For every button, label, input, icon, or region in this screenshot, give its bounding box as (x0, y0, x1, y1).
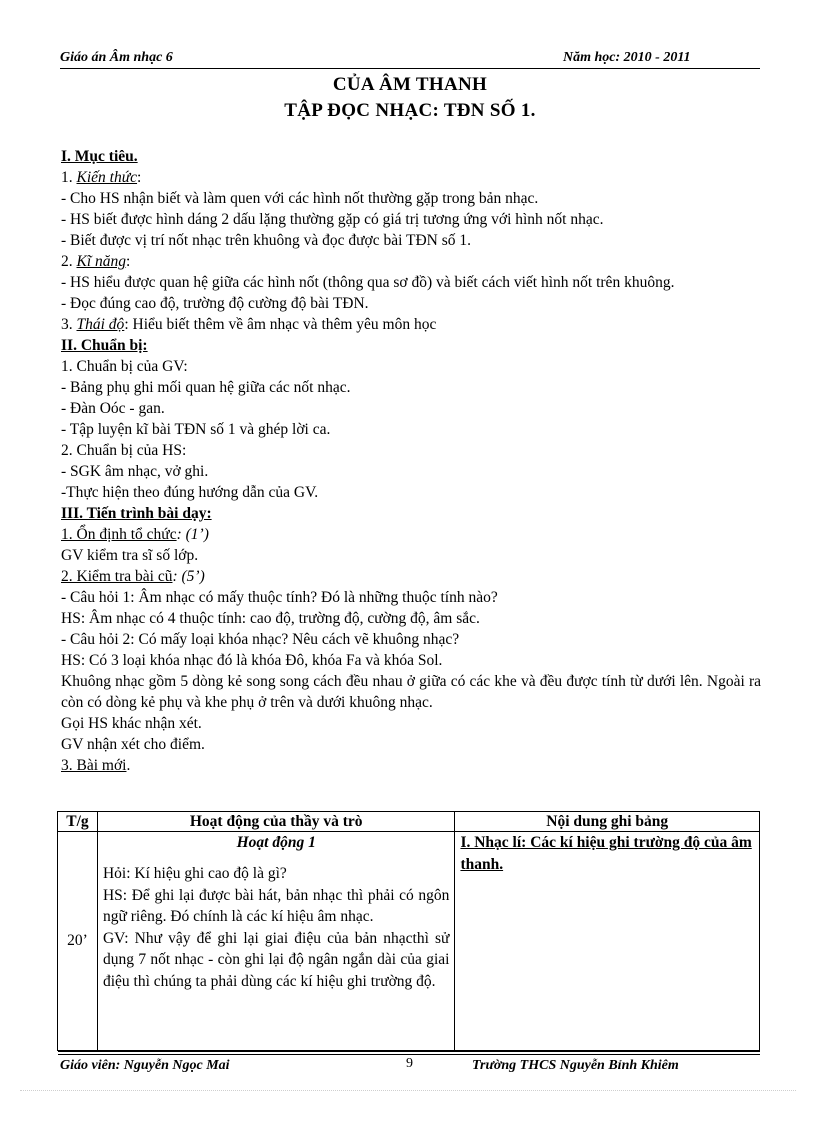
skills-item: - Đọc đúng cao độ, trường độ cường độ bài TĐN. (61, 295, 369, 312)
knowledge-item: - Biết được vị trí nốt nhạc trên khuông và đọc được bài TĐN số 1. (61, 232, 471, 249)
attitude-text: : Hiểu biết thêm về âm nhạc và thêm yêu môn học (124, 316, 437, 333)
lesson-title-line-2: TẬP ĐỌC NHẠC: TĐN SỐ 1. (284, 100, 536, 121)
review-line: - Câu hỏi 1: Âm nhạc có mấy thuộc tính? Đó là những thuộc tính nào? (61, 589, 498, 606)
footer-rule-lower (58, 1054, 760, 1055)
step-1-text: GV kiểm tra sĩ số lớp. (61, 547, 199, 564)
review-line: - Câu hỏi 2: Có mấy loại khóa nhạc? Nêu cách vẽ khuông nhạc? (61, 631, 460, 648)
activity-title: Hoạt động 1 (236, 834, 316, 851)
step-1-label: 1. Ổn định tổ chức (61, 526, 177, 543)
knowledge-colon: : (137, 169, 142, 186)
teacher-prep-title: 1. Chuẩn bị của GV: (61, 358, 188, 375)
footer-rule-upper (58, 1051, 760, 1052)
footer-school: Trường THCS Nguyễn Bỉnh Khiêm (472, 1058, 679, 1073)
activity-line: Hỏi: Kí hiệu ghi cao độ là gì? (102, 865, 287, 882)
lesson-body (61, 146, 761, 776)
header-school-year: Năm học: 2010 - 2011 (563, 50, 691, 65)
skills-item: - HS hiểu được quan hệ giữa các hình nốt (thông qua sơ đồ) và biết cách viết hình nốt trên khuông. (61, 274, 675, 291)
step-1-line (61, 524, 761, 545)
step-3-label: 3. Bài mới (61, 757, 127, 774)
footer-teacher: Giáo viên: Nguyễn Ngọc Mai (60, 1058, 230, 1073)
lesson-title-line-1: CỦA ÂM THANH (332, 74, 488, 95)
preparation-heading: II. Chuẩn bị: (61, 337, 148, 354)
knowledge-item: - Cho HS nhận biết và làm quen với các hình nốt thường gặp trong bản nhạc. (61, 190, 539, 207)
attitude-number: 3. (61, 316, 77, 333)
page-number: 9 (406, 1056, 413, 1071)
lesson-plan-table (57, 811, 760, 1051)
skills-colon: : (126, 253, 131, 270)
review-line: Gọi HS khác nhận xét. (61, 715, 202, 732)
table-header-row (58, 812, 760, 832)
step-2-time: : (5’) (172, 568, 205, 585)
step-1-time: : (1’) (176, 526, 209, 543)
teacher-prep-item: - Tập luyện kĩ bài TĐN số 1 và ghép lời ca. (61, 421, 331, 438)
step-2-label: 2. Kiểm tra bài cũ (61, 568, 173, 585)
skills-number: 2. (61, 253, 77, 270)
teacher-prep-item: - Đàn Oóc - gan. (61, 400, 165, 417)
page-header (60, 50, 760, 68)
header-rule (60, 68, 760, 69)
activity-line: HS: Để ghi lại được bài hát, bản nhạc thì phải có ngôn ngữ riêng. Đó chính là các kí hiệu âm nhạc. (102, 886, 450, 925)
table-row (58, 832, 760, 1051)
student-prep-title: 2. Chuẩn bị của HS: (61, 442, 187, 459)
col-header-time: T/g (58, 812, 98, 832)
review-line: GV nhận xét cho điểm. (61, 736, 205, 753)
activity-cell (97, 832, 454, 1051)
teacher-prep-item: - Bảng phụ ghi mối quan hệ giữa các nốt nhạc. (61, 379, 351, 396)
page-footer (60, 1056, 760, 1076)
knowledge-label: Kiến thức (76, 169, 138, 186)
step-3-line (61, 755, 761, 776)
col-header-activity: Hoạt động của thầy và trò (97, 812, 454, 832)
review-line: HS: Âm nhạc có 4 thuộc tính: cao độ, trường độ, cường độ, âm sắc. (61, 610, 480, 627)
knowledge-number: 1. (61, 169, 77, 186)
procedure-heading: III. Tiến trình bài dạy: (61, 505, 212, 522)
skills-subheading (61, 251, 761, 272)
header-subject: Giáo án Âm nhạc 6 (60, 50, 173, 65)
review-paragraph: Khuông nhạc gồm 5 dòng kẻ song song cách đều nhau ở giữa có các khe và đều được tính từ dưới lên. Ngoài ra còn có dòng kẻ phụ và khe phụ ở trên và dưới khuông nhạc. (61, 673, 761, 711)
notes-cell (455, 832, 760, 1051)
page-edge-divider (20, 1090, 796, 1091)
knowledge-subheading (61, 167, 761, 188)
time-cell: 20’ (58, 832, 98, 1051)
student-prep-item: - SGK âm nhạc, vở ghi. (61, 463, 209, 480)
knowledge-item: - HS biết được hình dáng 2 dấu lặng thường gặp có giá trị tương ứng với hình nốt nhạc. (61, 211, 604, 228)
col-header-notes: Nội dung ghi bảng (455, 812, 760, 832)
attitude-line (61, 314, 761, 335)
notes-heading: I. Nhạc lí: Các kí hiệu ghi trường độ của âm thanh. (460, 834, 752, 873)
review-line: HS: Có 3 loại khóa nhạc đó là khóa Đô, khóa Fa và khóa Sol. (61, 652, 443, 669)
skills-label: Kĩ năng (76, 253, 127, 270)
objectives-heading: I. Mục tiêu. (61, 148, 138, 165)
activity-line: GV: Như vậy để ghi lại giai điệu của bản nhạcthì sử dụng 7 nốt nhạc - còn ghi lại độ ngân ngắn dài của giai điệu thì chúng ta phải dùng các kí hiệu ghi trường độ. (102, 929, 450, 990)
step-2-line (61, 566, 761, 587)
student-prep-item: -Thực hiện theo đúng hướng dẫn của GV. (61, 484, 319, 501)
step-3-tail: . (126, 757, 131, 774)
activity-body (103, 853, 449, 992)
attitude-label: Thái độ (76, 316, 125, 333)
